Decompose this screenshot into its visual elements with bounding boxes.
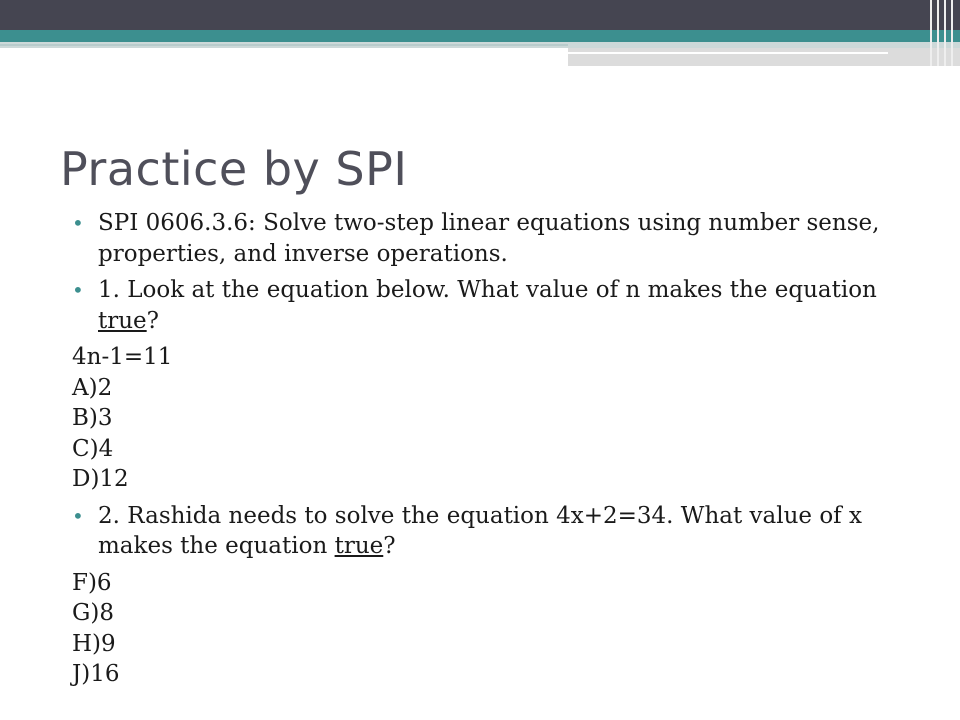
answer-option: D)12 <box>72 466 129 492</box>
bullet-question-2 <box>72 501 922 562</box>
question-2-text: 2. Rashida needs to solve the equation 4x+2=34. What value of x makes the equation <box>98 502 862 559</box>
question-2-end: ? <box>383 533 396 559</box>
header-vertical-line <box>930 0 932 66</box>
answer-option: F)6 <box>72 569 112 596</box>
slide-title: Practice by SPI <box>60 142 408 196</box>
spi-standard-text: SPI 0606.3.6: Solve two-step linear equations using number sense, properties, and inverse operations. <box>98 210 880 267</box>
answer-option: J)16 <box>72 661 120 687</box>
bullet-spi-standard <box>72 208 922 269</box>
slide-body <box>72 208 922 690</box>
header-vertical-line <box>944 0 946 66</box>
question-1-equation: 4n-1=11 <box>72 344 173 370</box>
header-vertical-line <box>951 0 953 66</box>
answer-option: A)2 <box>72 374 113 401</box>
question-1-end: ? <box>146 307 160 334</box>
answer-option: B)3 <box>72 405 113 431</box>
header-teal-band <box>0 30 960 42</box>
answer-option: C)4 <box>72 435 114 462</box>
header-dark-band <box>0 0 960 30</box>
question-1-text: 1. Look at the equation below. What value of n makes the equation <box>98 277 877 303</box>
answer-option: G)8 <box>72 600 114 626</box>
header-accent-line <box>0 44 568 46</box>
header-vertical-line <box>937 0 939 66</box>
question-2-underlined-word: true <box>334 533 384 559</box>
header-gray-band <box>568 48 960 66</box>
answer-option: H)9 <box>72 630 116 657</box>
header-white-line <box>568 52 888 54</box>
bullet-question-1 <box>72 275 922 336</box>
question-1-underlined-word: true <box>98 307 147 334</box>
